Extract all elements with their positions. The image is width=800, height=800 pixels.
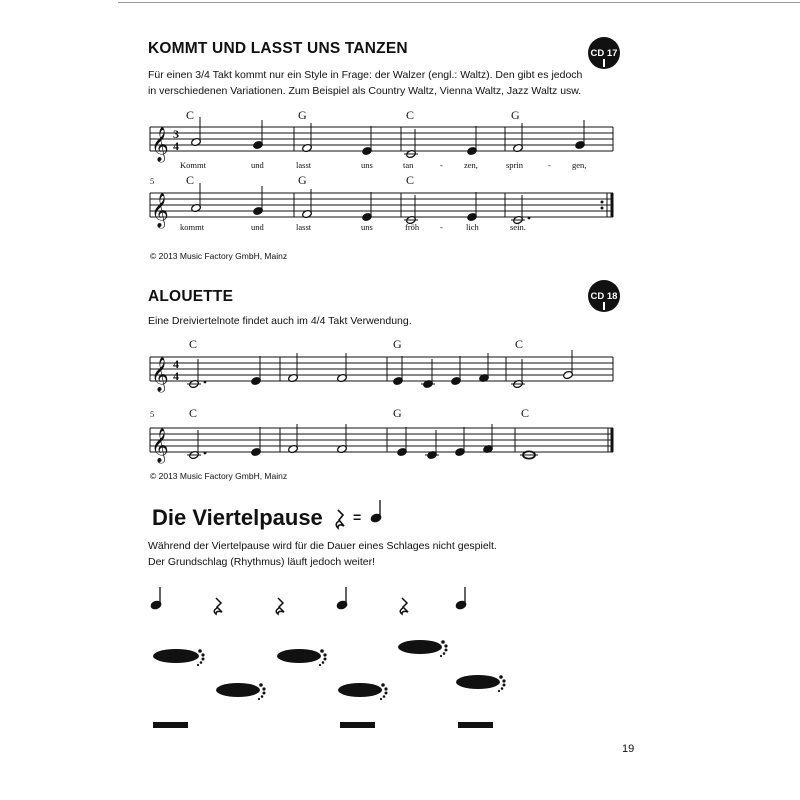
- quarter-rest-icon: [276, 598, 284, 614]
- cd-badge-18: CD 18: [588, 280, 620, 312]
- lyric: -: [548, 160, 551, 170]
- rest-description: [148, 538, 497, 570]
- treble-clef-icon: 𝄞: [151, 128, 169, 161]
- chord-label: G: [298, 173, 307, 187]
- lyric: -: [440, 222, 443, 232]
- time-sig-bottom: 4: [173, 139, 179, 153]
- lyric: uns: [361, 160, 373, 170]
- lyric: lasst: [296, 160, 312, 170]
- quarter-note-icon: [150, 587, 162, 610]
- lyric: sein.: [510, 222, 526, 232]
- copyright-song2: © 2013 Music Factory GmbH, Mainz: [150, 471, 288, 481]
- footprint-icon: [398, 640, 448, 657]
- quarter-note-icon: [370, 500, 382, 523]
- treble-clef-icon: 𝄞: [151, 429, 169, 462]
- measure-number: 5: [150, 176, 155, 186]
- note-quarter: [251, 356, 262, 386]
- note-quarter: [575, 120, 586, 150]
- measure-number: 5: [150, 409, 155, 419]
- lyric: sprin: [506, 160, 523, 170]
- chord-label: G: [511, 108, 520, 122]
- note-quarter: [467, 126, 478, 156]
- song2-description: Eine Dreiviertelnote findet auch im 4/4 Takt Verwendung.: [148, 315, 412, 327]
- equals-sign: =: [353, 509, 362, 525]
- song1-staff-1: [150, 108, 613, 170]
- chord-label: G: [393, 337, 402, 351]
- lyric: uns: [361, 222, 373, 232]
- rest-beat-bar: [458, 722, 493, 728]
- note-quarter: [397, 427, 408, 457]
- chord-label: C: [189, 337, 198, 351]
- quarter-note-icon: [336, 587, 348, 610]
- song-title-kommt: KOMMT UND LASST UNS TANZEN: [148, 40, 408, 57]
- footprints: [153, 640, 506, 700]
- lyric: lasst: [296, 222, 312, 232]
- chord-label: C: [406, 173, 415, 187]
- chord-label: G: [393, 406, 402, 420]
- lyric: lich: [466, 222, 479, 232]
- song1-description-line1: Für einen 3/4 Takt kommt nur ein Style in Frage: der Walzer (engl.: Waltz). Den gibt es jedoch: [148, 69, 583, 81]
- lyric: gen,: [572, 160, 587, 170]
- treble-clef-icon: 𝄞: [151, 358, 169, 391]
- time-sig-bottom: 4: [173, 369, 179, 383]
- lyric: -: [440, 160, 443, 170]
- song2-staff-1: [150, 337, 613, 393]
- lyric: Kommt: [180, 160, 206, 170]
- rest-beat-bar: [340, 722, 375, 728]
- note-quarter: [455, 427, 466, 457]
- lyric: kommt: [180, 222, 205, 232]
- song-title-alouette: ALOUETTE: [148, 288, 234, 305]
- lyric: fröh: [405, 222, 420, 232]
- copyright-song1: © 2013 Music Factory GmbH, Mainz: [150, 251, 288, 261]
- quarter-rest-icon: [336, 510, 344, 528]
- quarter-rest-icon: [400, 598, 408, 614]
- note-half: [563, 350, 574, 380]
- treble-clef-icon: 𝄞: [151, 194, 169, 227]
- lyric: tan: [403, 160, 414, 170]
- chord-label: C: [189, 406, 198, 420]
- chord-label: G: [298, 108, 307, 122]
- note-quarter: [362, 126, 373, 156]
- rest-description-line2: Der Grundschlag (Rhythmus) läuft jedoch weiter!: [148, 556, 376, 568]
- chord-label: C: [406, 108, 415, 122]
- note-quarter: [362, 192, 373, 222]
- footprint-icon: [153, 649, 205, 666]
- note-quarter: [251, 427, 262, 457]
- lyric: und: [251, 160, 264, 170]
- cd-badge-17: CD 17: [588, 37, 620, 69]
- rest-description-line1: Während der Viertelpause wird für die Dauer eines Schlages nicht gespielt.: [148, 540, 497, 552]
- footprint-icon: [456, 675, 506, 692]
- note-quarter: [393, 356, 404, 386]
- note-quarter: [451, 356, 462, 386]
- chord-label: C: [521, 406, 530, 420]
- footprint-icon: [277, 649, 327, 666]
- section-title-viertelpause: Die Viertelpause: [152, 505, 323, 530]
- note-quarter: [253, 120, 264, 150]
- note-half: [191, 183, 202, 213]
- song2-staff-2: [150, 406, 613, 464]
- lyric: und: [251, 222, 264, 232]
- chord-label: C: [186, 108, 195, 122]
- quarter-rest-icon: [214, 598, 222, 614]
- note-quarter: [253, 186, 264, 216]
- time-sig-top: 4: [173, 357, 179, 371]
- lyric: zen,: [464, 160, 478, 170]
- rhythm-row: [150, 587, 467, 614]
- song1-description-line2: in verschiedenen Variationen. Zum Beispiel als Country Waltz, Vienna Waltz, Jazz Waltz usw.: [148, 85, 582, 97]
- time-sig-top: 3: [173, 127, 179, 141]
- rest-beat-bar: [153, 722, 188, 728]
- chord-label: C: [515, 337, 524, 351]
- note-quarter: [467, 192, 478, 222]
- chord-label: C: [186, 173, 195, 187]
- song1-staff-2: [150, 173, 613, 232]
- quarter-note-icon: [455, 587, 467, 610]
- page-number: 19: [622, 743, 635, 755]
- footprint-icon: [338, 683, 388, 700]
- footprint-icon: [216, 683, 266, 700]
